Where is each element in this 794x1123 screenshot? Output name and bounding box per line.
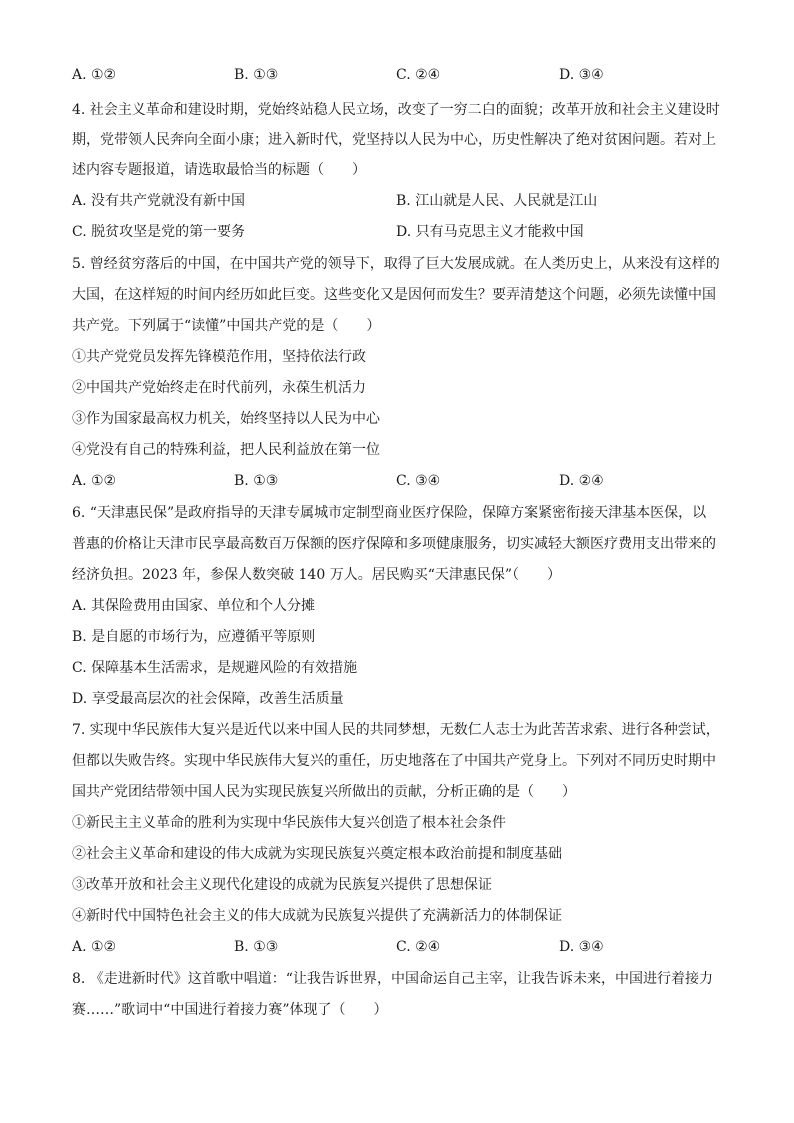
q6-stem-line: 6. “天津惠民保”是政府指导的天津专属城市定制型商业医疗保险，保障方案紧密衔接天津基本医保，以 [72,505,707,521]
q4-option-c: C. 脱贫攻坚是党的第一要务 [72,224,246,240]
q7-statement: ②社会主义革命和建设的伟大成就为实现民族复兴奠定根本政治前提和制度基础 [72,846,562,862]
q7-option-d: D. ③④ [559,939,604,955]
q6-option-d: D. 享受最高层次的社会保障，改善生活质量 [72,691,344,707]
q3-option-d: D. ③④ [559,67,604,83]
q4-stem-line: 述内容专题报道，请选取最恰当的标题（ ） [72,162,366,178]
q5-statement: ②中国共产党始终走在时代前列，永葆生机活力 [72,380,366,396]
q4-option-d: D. 只有马克思主义才能救中国 [396,224,584,240]
q5-options [72,471,722,491]
q4-stem-line: 4. 社会主义革命和建设时期，党始终站稳人民立场，改变了一穷二白的面貌；改革开放和社会主义建设时 [72,102,720,118]
q7-option-c: C. ②④ [396,939,441,955]
q5-statement: ③作为国家最高权力机关，始终坚持以人民为中心 [72,411,380,427]
q3-option-b: B. ①③ [234,67,279,83]
q4-options-row [72,222,722,242]
q5-option-d: D. ②④ [559,473,604,489]
q7-statement: ①新民主主义革命的胜利为实现中华民族伟大复兴创造了根本社会条件 [72,815,506,831]
q5-stem-line: 大国，在这样短的时间内经历如此巨变。这些变化又是因何而发生？要弄清楚这个问题，必须先读懂中国 [72,287,716,303]
q3-option-c: C. ②④ [396,67,441,83]
q7-statement: ④新时代中国特色社会主义的伟大成就为民族复兴提供了充满新活力的体制保证 [72,908,562,924]
q7-stem-line: 国共产党团结带领中国人民为实现民族复兴所做出的贡献，分析正确的是（ ） [72,784,576,800]
q4-option-b: B. 江山就是人民、人民就是江山 [396,193,598,209]
q6-stem-line: 普惠的价格让天津市民享最高数百万保额的医疗保障和多项健康服务，切实减轻大额医疗费用支出带来的 [72,536,716,552]
q4-option-a: A. 没有共产党就没有新中国 [72,193,246,209]
q7-statement: ③改革开放和社会主义现代化建设的成就为民族复兴提供了思想保证 [72,877,492,893]
q5-statement: ④党没有自己的特殊利益，把人民利益放在第一位 [72,442,380,458]
q5-stem-line: 共产党。下列属于“读懂”中国共产党的是（ ） [72,318,381,334]
q6-option-b: B. 是自愿的市场行为，应遵循平等原则 [72,629,316,645]
q7-stem-line: 7. 实现中华民族伟大复兴是近代以来中国人民的共同梦想，无数仁人志士为此苦苦求索、进行各种尝试， [72,722,720,738]
q6-option-c: C. 保障基本生活需求，是规避风险的有效措施 [72,660,358,676]
q7-option-b: B. ①③ [234,939,279,955]
q5-option-a: A. ①② [72,473,117,489]
q6-stem-line: 经济负担。2023 年，参保人数突破 140 万人。居民购买“天津惠民保”（ ） [72,567,562,583]
q4-stem-line: 期，党带领人民奔向全面小康；进入新时代，党坚持以人民为中心，历史性解决了绝对贫困问题。若对上 [72,132,716,148]
q3-options [72,65,722,85]
q8-stem-line: 8. 《走进新时代》这首歌中唱道：“让我告诉世界，中国命运自己主宰，让我告诉未来，中国进行着接力 [72,971,713,987]
q5-option-b: B. ①③ [234,473,279,489]
q5-statement: ①共产党党员发挥先锋模范作用，坚持依法行政 [72,349,366,365]
q5-stem-line: 5. 曾经贫穷落后的中国，在中国共产党的领导下，取得了巨大发展成就。在人类历史上，从来没有这样的 [72,256,720,272]
q3-option-a: A. ①② [72,67,117,83]
q4-options-row [72,191,722,211]
q7-options [72,937,722,957]
q6-option-a: A. 其保险费用由国家、单位和个人分摊 [72,598,316,614]
q8-stem-line: 赛……”歌词中“中国进行着接力赛”体现了（ ） [72,1002,388,1018]
q5-option-c: C. ③④ [396,473,441,489]
q7-stem-line: 但都以失败告终。实现中华民族伟大复兴的重任，历史地落在了中国共产党身上。下列对不同历史时期中 [72,753,716,769]
q7-option-a: A. ①② [72,939,117,955]
